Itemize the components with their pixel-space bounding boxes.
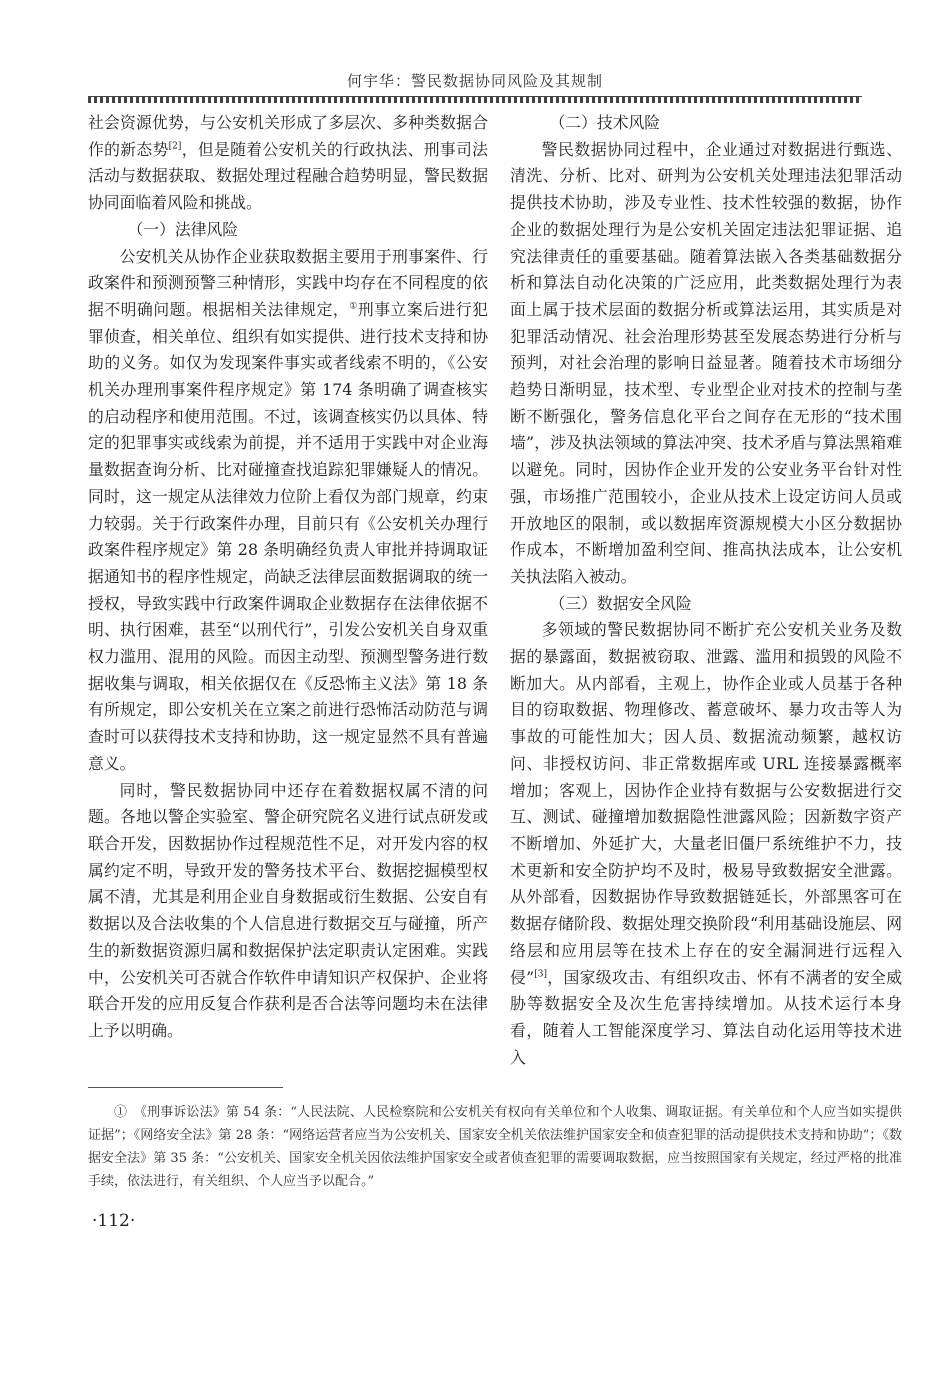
paragraph: 同时，警民数据协同中还存在着数据权属不清的问题。各地以警企实验室、警企研究院名义进行试点研发或联合开发，因数据协作过程规范性不足，对开发内容的权属约定不明，导致开发的警务技术平台、数据挖掘模型权属不清，尤其是利用企业自身数据或衍生数据、公安自有数据以及合法收集的个人信息进行数据交互与碰撞，所产生的新数据资源归属和数据保护法定职责认定困难。实践中，公安机关可否就合作软件申请知识产权保护、企业将联合开发的应用反复合作获利是否合法等问题均未在法律上予以明确。 [88,780,488,1040]
page-number: ·112· [92,1211,136,1231]
footnote-text [88,1101,902,1193]
paragraph-text: ，但是随着公安机关的行政执法、刑事司法活动与数据获取、数据处理过程融合趋势明显，警民数据协同面临着风险和挑战。 [88,139,488,213]
citation-ref: [3] [534,969,547,980]
paragraph-text: 社会资源优势，与公安机关形成了多层次、多种类数据合作的新态势 [88,113,488,159]
section-heading: （三）数据安全风险 [549,593,692,613]
section-heading: （一）法律风险 [127,219,239,239]
paragraph-text: 多领域的警民数据协同不断扩充公安机关业务及数据的暴露面，数据被窃取、泄露、滥用和损毁的风险不断加大。从内部看，主观上，协作企业或人员基于各种目的窃取数据、物理修改、蓄意破坏、暴力攻击等人为事故的可能性加大；因人员、数据流动频繁，越权访问、非授权访问、非正常数据库或 URL 连接暴露概率增加；客观上，因协作企业持有数据与公安数据进行交互、测试、碰撞增加数据隐性泄露风险；因新数字资产不断增加、外延扩大，大量老旧僵尸系统维护不力，技术更新和安全防护均不及时，极易导致数据安全泄露。从外部看，因数据协作导致数据链延长，外部黑客可在数据存储阶段、数据处理交换阶段“利用基础设施层、网络层和应用层等在技术上存在的安全漏洞进行远程入侵” [510,620,902,987]
citation-ref: [2] [168,141,182,152]
section-heading: （二）技术风险 [549,113,661,132]
paragraph [88,110,488,217]
paragraph-text: 公安机关从协作企业获取数据主要用于刑事案件、行政案件和预测预警三种情形，实践中均存在不同程度的依据不明确问题。根据相关法律规定， [88,246,488,319]
footnote [88,1101,902,1193]
right-column [510,110,902,1071]
paragraph: 警民数据协同过程中，企业通过对数据进行甄选、清洗、分析、比对、研判为公安机关处理违法犯罪活动提供技术协助，涉及专业性、技术性较强的数据，协作企业的数据处理行为是公安机关固定违法犯罪证据、追究法律责任的重要基础。随着算法嵌入各类基础数据分析和算法自动化决策的广泛应用，此类数据处理行为表面上属于技术层面的数据分析或算法运用，其实质是对犯罪活动情况、社会治理形势甚至发展态势进行分析与预判，对社会治理的影响日益显著。随着技术市场细分趋势日渐明显，技术型、专业型企业对技术的控制与垄断不断强化，警务信息化平台之间存在无形的“技术围墙”，涉及执法领域的算法冲突、技术矛盾与算法黑箱难以避免。同时，因协作企业开发的公安业务平台针对性强，市场推广范围较小，企业从技术上设定访问人员或开放地区的限制，或以数据库资源规模大小区分数据协作成本，不断增加盈利空间、推高执法成本，让公安机关执法陷入被动。 [510,139,902,586]
running-title: 何宇华：警民数据协同风险及其规制 [346,72,603,90]
left-column [88,110,488,1045]
footnote-rule [88,1087,283,1088]
paragraph-text: 刑事立案后进行犯罪侦查，相关单位、组织有如实提供、进行技术支持和协助的义务。如仅为发现案件事实或者线索不明的，《公安机关办理刑事案件程序规定》第 174 条明确了调查核实的启动程序和使用范围。不过，该调查核实仍以具体、特定的犯罪事实或线索为前提，并不适用于实践中对企业海量数据查询分析、比对碰撞查找追踪犯罪嫌疑人的情况。同时，这一规定从法律效力位阶上看仅为部门规章，约束力较弱。关于行政案件办理，目前只有《公安机关办理行政案件程序规定》第 28 条明确经负责人审批并持调取证据通知书的程序性规定，尚缺乏法律层面数据调取的统一授权，导致实践中行政案件调取企业数据存在法律依据不明、执行困难，甚至“以刑代行”，引发公安机关自身双重权力滥用、混用的风险。而因主动型、预测型警务进行数据收集与调取，相关依据仅在《反恐怖主义法》第 18 条有所规定，即公安机关在立案之前进行恐怖活动防范与调查时可以获得技术支持和协助，这一规定显然不具有普遍意义。 [88,299,488,773]
footnote-ref: ① [349,301,358,312]
paragraph-text: ，国家级攻击、有组织攻击、怀有不满者的安全威胁等数据安全及次生危害持续增加。从技术运行本身看，随着人工智能深度学习、算法自动化运用等技术进入 [510,967,902,1067]
header-rule [88,96,862,103]
paragraph [88,244,488,778]
paragraph [510,617,902,1071]
footnote-body: 《刑事诉讼法》第 54 条：“人民法院、人民检察院和公安机关有权向有关单位和个人收集、调取证据。有关单位和个人应当如实提供证据”；《网络安全法》第 28 条：“网络运营者应当为公安机关、国家安全机关依法维护国家安全和侦查犯罪的活动提供技术支持和协助”；《数据安全法》第 35 条：“公安机关、国家安全机关因依法维护国家安全或者侦查犯罪的需要调取数据，应当按照国家有关规定，经过严格的批准手续，依法进行，有关组织、个人应当予以配合。” [88,1105,902,1189]
footnote-mark: ① [114,1105,128,1120]
